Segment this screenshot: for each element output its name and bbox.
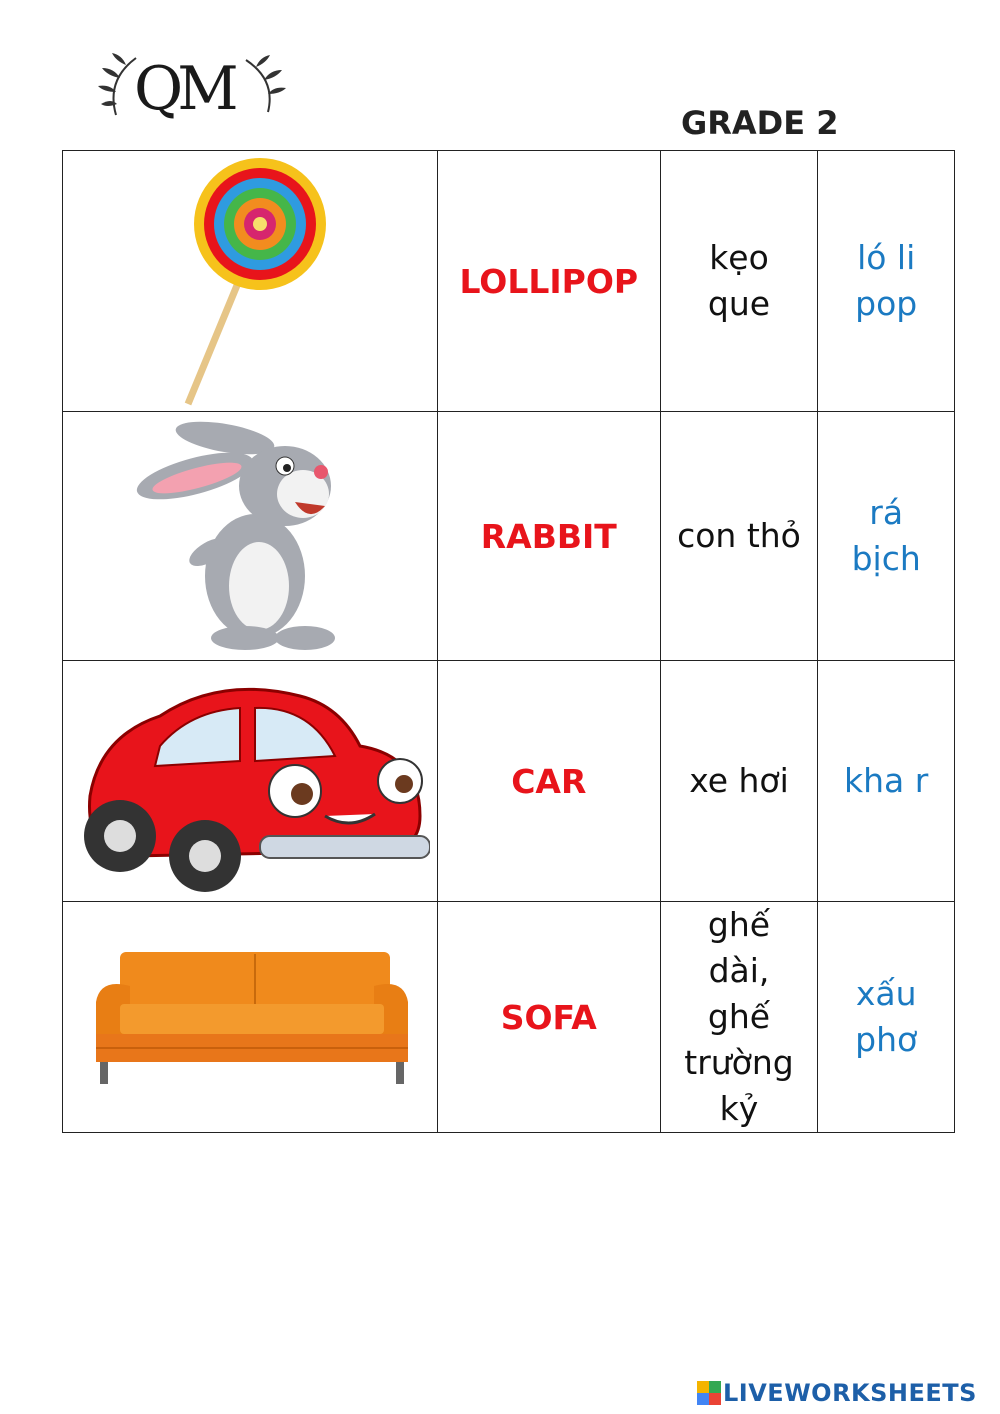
pronunciation-line: phơ [855,1020,918,1059]
english-word: SOFA [437,902,660,1133]
rabbit-picture [135,416,365,656]
liveworksheets-logo-icon [697,1381,721,1405]
pronunciation-line: ló li [857,238,916,277]
pronunciation [818,412,955,661]
pronunciation-line: xấu [855,974,917,1013]
meaning-line: con thỏ [677,516,801,555]
meaning-line: kẹo [709,238,769,277]
table-row [63,661,955,902]
meaning-line: trường [684,1043,794,1082]
vietnamese-meaning [660,902,818,1133]
vietnamese-meaning [660,151,818,412]
english-word: CAR [437,661,660,902]
pronunciation [818,902,955,1133]
qm-logo [96,40,286,140]
liveworksheets-brand[interactable] [697,1378,977,1408]
english-word: LOLLIPOP [437,151,660,412]
vocabulary-table [62,150,955,1133]
sofa-picture [90,942,410,1092]
lollipop-picture [150,156,350,406]
pronunciation-line: bịch [851,539,921,578]
table-row [63,902,955,1133]
meaning-line: dài, [708,951,770,990]
meaning-line: ghế [707,905,771,944]
pronunciation-line: rá [869,493,904,532]
pronunciation [818,661,955,902]
pronunciation-line: pop [855,284,918,323]
grade-label: GRADE 2 [681,104,839,142]
vietnamese-meaning [660,412,818,661]
english-word: RABBIT [437,412,660,661]
meaning-line: ghế [707,997,771,1036]
pronunciation [818,151,955,412]
image-cell [63,661,438,902]
pronunciation-line: kha r [844,761,929,800]
brand-text: LIVEWORKSHEETS [723,1379,977,1407]
logo-text: QM [134,54,233,124]
meaning-line: xe hơi [689,761,789,800]
table-row [63,412,955,661]
car-picture [70,666,430,896]
image-cell [63,902,438,1133]
table-row [63,151,955,412]
vietnamese-meaning [660,661,818,902]
image-cell [63,151,438,412]
meaning-line: kỷ [719,1089,759,1128]
meaning-line: que [707,284,771,323]
image-cell [63,412,438,661]
